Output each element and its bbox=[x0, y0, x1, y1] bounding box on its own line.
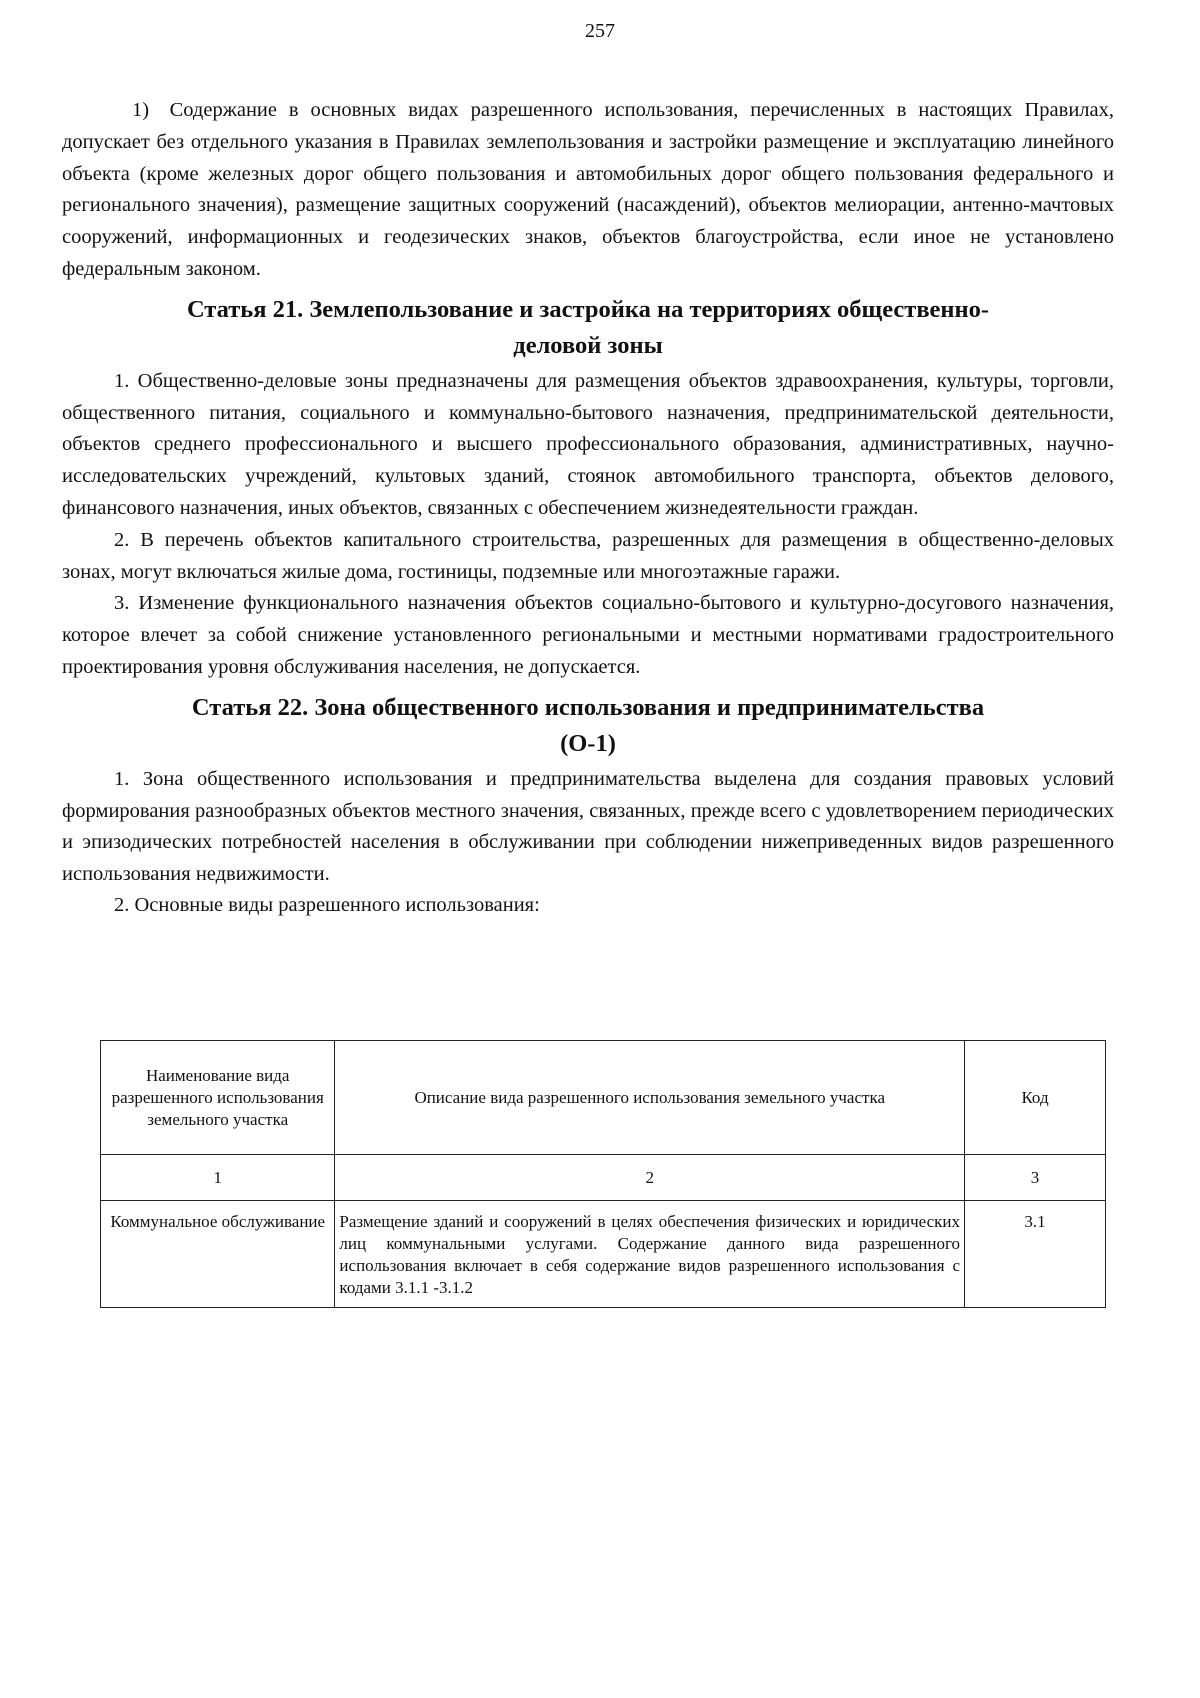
table-header-row bbox=[101, 1041, 1106, 1155]
article-22-title bbox=[62, 690, 1114, 762]
article-22-title-line-2: (О-1) bbox=[560, 729, 616, 757]
table-column-numbers-row bbox=[101, 1155, 1106, 1201]
intro-list-item: 1) Содержание в основных видах разрешенного использования, перечисленных в настоящих Правилах, допускает без отдельного указания в Правилах землепользования и застройки размещение и эксплуатацию линейного объекта (кроме железных дорог общего пользования и автомобильных дорог общего пользования федерального и регионального значения), размещение защитных сооружений (насаждений), объектов мелиорации, антенно-мачтовых сооружений, информационных и геодезических знаков, объектов благоустройства, если иное не установлено федеральным законом. bbox=[62, 99, 1114, 280]
article-21-paragraph-1: 1. Общественно-деловые зоны предназначены для размещения объектов здравоохранения, культуры, торговли, общественного питания, социального и коммунально-бытового назначения, предпринимательской деятельности, объектов среднего профессионального и высшего профессионального образования, административных, научно-исследовательских учреждений, культовых зданий, стоянок автомобильного транспорта, объектов делового, финансового назначения, иных объектов, связанных с обеспечением жизнедеятельности граждан. bbox=[62, 369, 1114, 519]
use-description-cell: Размещение зданий и сооружений в целях обеспечения физических и юридических лиц коммунальными услугами. Содержание данного вида разрешенного использования включает в себя содержание видов разрешенного использования с кодами 3.1.1 -3.1.2 bbox=[335, 1201, 965, 1308]
column-number-1: 1 bbox=[101, 1155, 335, 1201]
header-code: Код bbox=[965, 1041, 1106, 1155]
article-22-paragraph-2: 2. Основные виды разрешенного использования: bbox=[114, 893, 540, 916]
document-body bbox=[62, 95, 1114, 919]
article-21-title-line-1: Статья 21. Землепользование и застройка на территориях общественно- bbox=[186, 295, 990, 323]
article-22-title-line-1: Статья 22. Зона общественного использования и предпринимательства bbox=[191, 693, 985, 721]
column-number-2: 2 bbox=[335, 1155, 965, 1201]
header-use-description: Описание вида разрешенного использования земельного участка bbox=[335, 1041, 965, 1155]
permitted-uses-table bbox=[100, 1040, 1106, 1308]
header-use-name: Наименование вида разрешенного использования земельного участка bbox=[101, 1041, 335, 1155]
article-22-paragraph-1: 1. Зона общественного использования и предпринимательства выделена для создания правовых условий формирования разнообразных объектов местного значения, связанных, прежде всего с удовлетворением периодических и эпизодических потребностей населения в обслуживании при соблюдении нижеприведенных видов разрешенного использования недвижимости. bbox=[62, 767, 1114, 886]
use-code-cell: 3.1 bbox=[965, 1201, 1106, 1308]
column-number-3: 3 bbox=[965, 1155, 1106, 1201]
table-row bbox=[101, 1201, 1106, 1308]
use-name-cell: Коммунальное обслуживание bbox=[101, 1201, 335, 1308]
article-21-paragraph-3: 3. Изменение функционального назначения объектов социально-бытового и культурно-досугового назначения, которое влечет за собой снижение установленного региональными и местными нормативами градостроительного проектирования уровня обслуживания населения, не допускается. bbox=[62, 592, 1114, 678]
article-21-title bbox=[62, 292, 1114, 364]
article-21-title-line-2: деловой зоны bbox=[513, 331, 663, 359]
article-21-paragraph-2: 2. В перечень объектов капитального строительства, разрешенных для размещения в общественно-деловых зонах, могут включаться жилые дома, гостиницы, подземные или многоэтажные гаражи. bbox=[62, 528, 1114, 583]
page-number: 257 bbox=[585, 20, 615, 42]
